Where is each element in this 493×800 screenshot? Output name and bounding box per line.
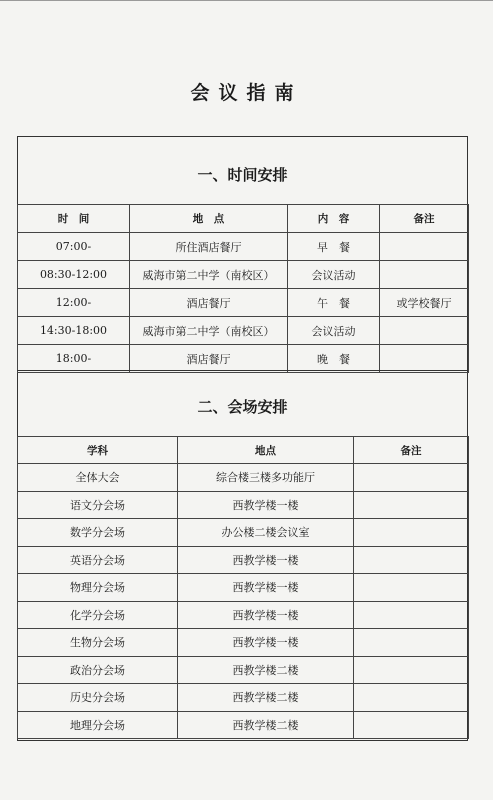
venue-note-cell — [354, 491, 469, 519]
schedule-content-cell: 会议活动 — [288, 261, 380, 289]
venue-place-cell: 西教学楼一楼 — [178, 546, 354, 574]
venue-row — [18, 656, 469, 684]
header-place: 地 点 — [130, 205, 288, 233]
venue-row — [18, 546, 469, 574]
venue-row — [18, 629, 469, 657]
schedule-note-cell — [380, 317, 469, 345]
venue-subject-cell: 历史分会场 — [18, 684, 178, 712]
venue-place-cell: 综合楼三楼多功能厅 — [178, 464, 354, 492]
schedule-time-cell: 07:00- — [18, 233, 130, 261]
venue-place-cell: 办公楼二楼会议室 — [178, 519, 354, 547]
venue-subject-cell: 英语分会场 — [18, 546, 178, 574]
header-note: 备注 — [380, 205, 469, 233]
header-time: 时 间 — [18, 205, 130, 233]
venue-row — [18, 684, 469, 712]
schedule-time-cell: 08:30-12:00 — [18, 261, 130, 289]
venue-row — [18, 711, 469, 739]
schedule-content-cell: 午 餐 — [288, 289, 380, 317]
venue-place-cell: 西教学楼二楼 — [178, 656, 354, 684]
venue-subject-cell: 化学分会场 — [18, 601, 178, 629]
venue-place-cell: 西教学楼二楼 — [178, 684, 354, 712]
venue-row — [18, 464, 469, 492]
schedule-time-cell: 18:00- — [18, 345, 130, 373]
header-venue-place: 地点 — [178, 437, 354, 464]
venue-place-cell: 西教学楼一楼 — [178, 629, 354, 657]
venue-subject-cell: 全体大会 — [18, 464, 178, 492]
venue-place-cell: 西教学楼二楼 — [178, 711, 354, 739]
schedule-row — [18, 289, 469, 317]
venue-place-cell: 西教学楼一楼 — [178, 601, 354, 629]
schedule-content-cell: 早 餐 — [288, 233, 380, 261]
venue-subject-cell: 政治分会场 — [18, 656, 178, 684]
venue-note-cell — [354, 684, 469, 712]
venue-note-cell — [354, 656, 469, 684]
schedule-row — [18, 345, 469, 373]
venues-section-title: 二、会场安排 — [197, 398, 288, 416]
schedule-place-cell: 威海市第二中学（南校区） — [130, 261, 288, 289]
venue-note-cell — [354, 546, 469, 574]
header-content: 内 容 — [288, 205, 380, 233]
schedule-content-cell: 晚 餐 — [288, 345, 380, 373]
schedule-note-cell — [380, 345, 469, 373]
document-title: 会议指南 — [190, 82, 303, 104]
schedule-row — [18, 317, 469, 345]
venue-subject-cell: 语文分会场 — [18, 491, 178, 519]
header-subject: 学科 — [18, 437, 178, 464]
schedule-note-cell — [380, 261, 469, 289]
venue-subject-cell: 物理分会场 — [18, 574, 178, 602]
venue-subject-cell: 数学分会场 — [18, 519, 178, 547]
venue-note-cell — [354, 629, 469, 657]
schedule-content-cell: 会议活动 — [288, 317, 380, 345]
schedule-note-cell: 或学校餐厅 — [380, 289, 469, 317]
schedule-place-cell: 酒店餐厅 — [130, 289, 288, 317]
header-venue-note: 备注 — [354, 437, 469, 464]
schedule-row — [18, 233, 469, 261]
venue-note-cell — [354, 601, 469, 629]
venue-place-cell: 西教学楼一楼 — [178, 491, 354, 519]
venue-note-cell — [354, 574, 469, 602]
schedule-section-title: 一、时间安排 — [197, 166, 288, 184]
schedule-header-row — [18, 205, 469, 233]
venue-note-cell — [354, 464, 469, 492]
venue-subject-cell: 生物分会场 — [18, 629, 178, 657]
schedule-place-cell: 酒店餐厅 — [130, 345, 288, 373]
venues-header-row — [18, 437, 469, 464]
venue-row — [18, 519, 469, 547]
schedule-note-cell — [380, 233, 469, 261]
schedule-time-cell: 14:30-18:00 — [18, 317, 130, 345]
schedule-table — [17, 204, 469, 373]
schedule-place-cell: 所住酒店餐厅 — [130, 233, 288, 261]
section-divider — [17, 370, 468, 371]
schedule-row — [18, 261, 469, 289]
venue-note-cell — [354, 519, 469, 547]
page-top-edge — [0, 0, 493, 4]
venue-row — [18, 574, 469, 602]
venue-place-cell: 西教学楼一楼 — [178, 574, 354, 602]
venue-note-cell — [354, 711, 469, 739]
schedule-place-cell: 威海市第二中学（南校区） — [130, 317, 288, 345]
venue-row — [18, 491, 469, 519]
venue-subject-cell: 地理分会场 — [18, 711, 178, 739]
venue-row — [18, 601, 469, 629]
schedule-time-cell: 12:00- — [18, 289, 130, 317]
venues-table — [17, 436, 469, 739]
